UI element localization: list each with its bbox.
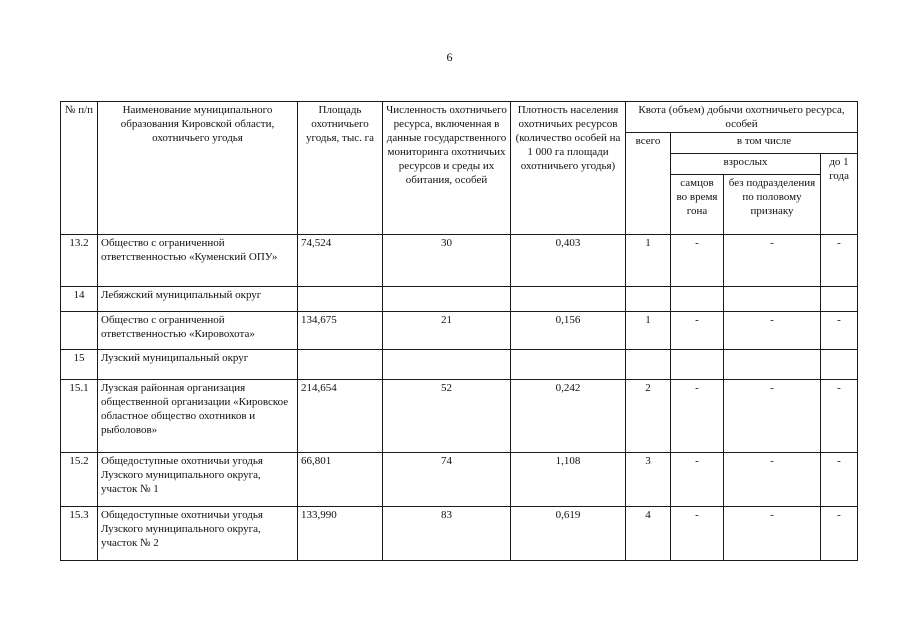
header-density: Плотность населения охотничьих ресурсов (количество особей на 1 000 га площади охотничьего угодья) (511, 102, 626, 235)
row-no-gender: - (724, 235, 821, 287)
row-num: 15.2 (61, 453, 98, 507)
row-name: Лузский муниципальный округ (98, 350, 298, 380)
row-density: 0,619 (511, 507, 626, 561)
row-under-one: - (821, 380, 858, 453)
row-density: 0,156 (511, 312, 626, 350)
row-area: 214,654 (298, 380, 383, 453)
row-num: 15.3 (61, 507, 98, 561)
row-no-gender: - (724, 507, 821, 561)
row-population: 21 (383, 312, 511, 350)
row-total: 2 (626, 380, 671, 453)
row-under-one (821, 287, 858, 312)
row-population: 83 (383, 507, 511, 561)
row-total: 4 (626, 507, 671, 561)
table-row (61, 507, 858, 561)
header-population: Численность охотничьего ресурса, включенная в данные государственного мониторинга охотничьих ресурсов и среды их обитания, особей (383, 102, 511, 235)
row-total: 1 (626, 235, 671, 287)
row-males-rut (671, 287, 724, 312)
row-no-gender: - (724, 380, 821, 453)
row-total (626, 350, 671, 380)
row-under-one: - (821, 453, 858, 507)
row-under-one: - (821, 507, 858, 561)
row-num: 14 (61, 287, 98, 312)
row-num: 15.1 (61, 380, 98, 453)
table-row (61, 287, 858, 312)
row-population: 74 (383, 453, 511, 507)
row-name: Общество с ограниченной ответственностью «Куменский ОПУ» (98, 235, 298, 287)
row-total: 3 (626, 453, 671, 507)
table-row (61, 235, 858, 287)
row-males-rut: - (671, 312, 724, 350)
row-name: Лузская районная организация общественной организации «Кировское областное общество охотников и рыболовов» (98, 380, 298, 453)
header-area: Площадь охотничьего угодья, тыс. га (298, 102, 383, 235)
header-males-rut: самцов во время гона (671, 175, 724, 235)
row-males-rut: - (671, 235, 724, 287)
row-population: 52 (383, 380, 511, 453)
row-density: 1,108 (511, 453, 626, 507)
row-area: 66,801 (298, 453, 383, 507)
row-total (626, 287, 671, 312)
table-row (61, 312, 858, 350)
row-population (383, 287, 511, 312)
row-no-gender: - (724, 312, 821, 350)
row-males-rut (671, 350, 724, 380)
row-area (298, 350, 383, 380)
row-males-rut: - (671, 453, 724, 507)
table-row (61, 350, 858, 380)
header-num: № п/п (61, 102, 98, 235)
row-population: 30 (383, 235, 511, 287)
quota-table (60, 101, 858, 561)
row-population (383, 350, 511, 380)
row-under-one: - (821, 235, 858, 287)
row-density (511, 287, 626, 312)
header-no-gender: без подразделения по половому признаку (724, 175, 821, 235)
row-name: Общедоступные охотничьи угодья Лузского муниципального округа, участок № 2 (98, 507, 298, 561)
table-row (61, 380, 858, 453)
row-area (298, 287, 383, 312)
row-density: 0,403 (511, 235, 626, 287)
header-including: в том числе (671, 133, 858, 154)
page-number: 6 (446, 50, 453, 64)
table-row (61, 453, 858, 507)
header-total: всего (626, 133, 671, 235)
row-name: Общедоступные охотничьи угодья Лузского муниципального округа, участок № 1 (98, 453, 298, 507)
row-under-one (821, 350, 858, 380)
row-under-one: - (821, 312, 858, 350)
row-total: 1 (626, 312, 671, 350)
row-density: 0,242 (511, 380, 626, 453)
header-under-one: до 1 года (821, 154, 858, 235)
row-density (511, 350, 626, 380)
row-name: Лебяжский муниципальный округ (98, 287, 298, 312)
row-no-gender (724, 350, 821, 380)
row-area: 133,990 (298, 507, 383, 561)
row-name: Общество с ограниченной ответственностью «Кировохота» (98, 312, 298, 350)
row-males-rut: - (671, 380, 724, 453)
row-area: 134,675 (298, 312, 383, 350)
row-num: 15 (61, 350, 98, 380)
header-name: Наименование муниципального образования Кировской области, охотничьего угодья (98, 102, 298, 235)
row-no-gender: - (724, 453, 821, 507)
row-num (61, 312, 98, 350)
header-quota: Квота (объем) добычи охотничьего ресурса, особей (626, 102, 858, 133)
row-num: 13.2 (61, 235, 98, 287)
row-area: 74,524 (298, 235, 383, 287)
row-males-rut: - (671, 507, 724, 561)
row-no-gender (724, 287, 821, 312)
header-adults: взрослых (671, 154, 821, 175)
